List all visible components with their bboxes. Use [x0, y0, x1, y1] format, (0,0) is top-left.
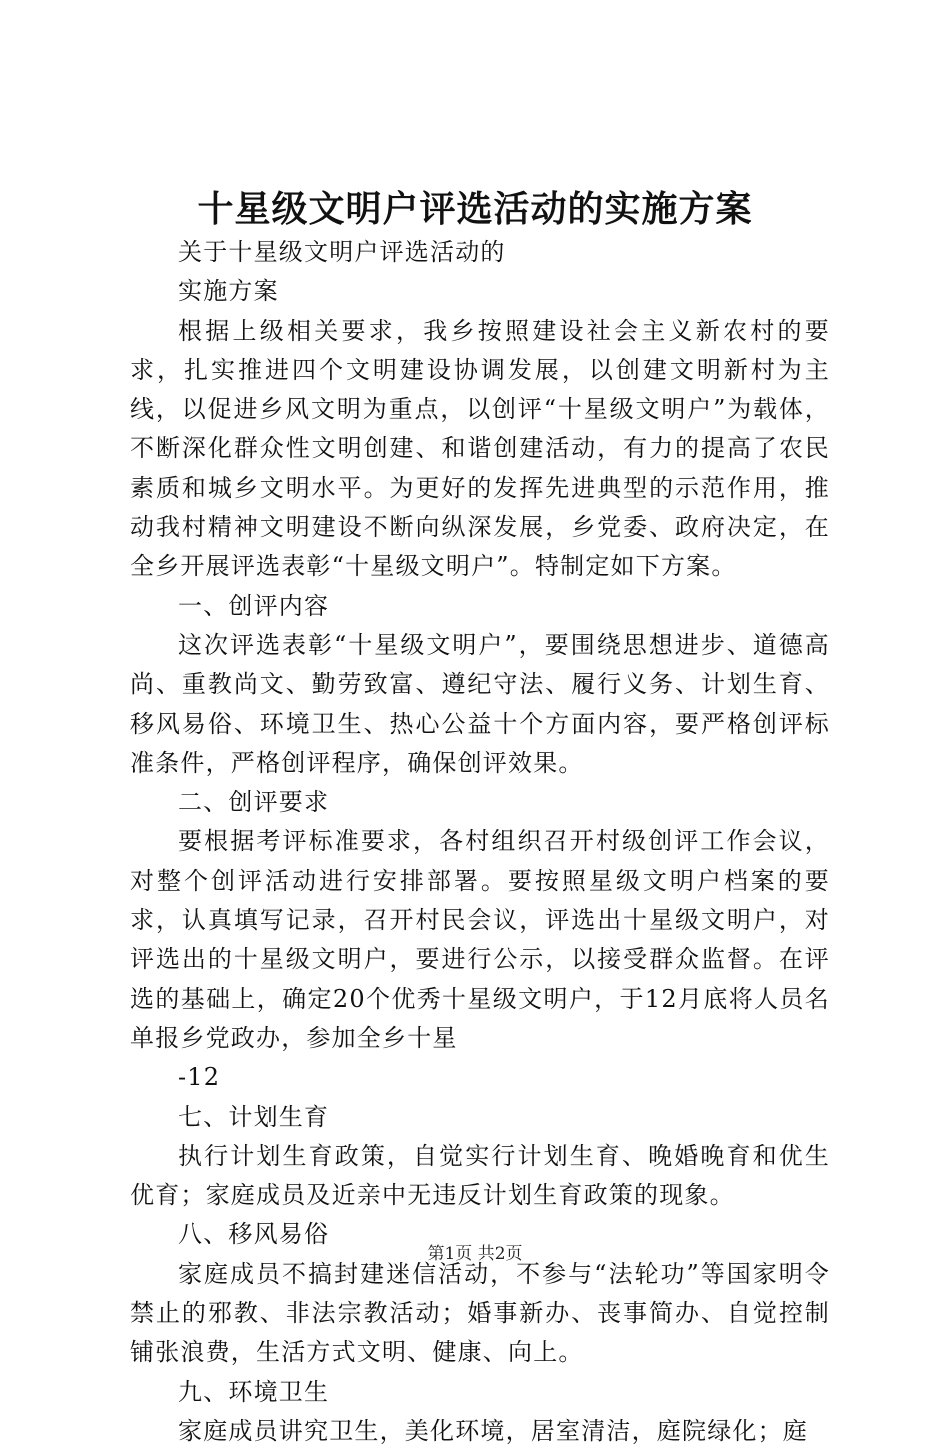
paragraph: 要根据考评标准要求，各村组织召开村级创评工作会议，对整个创评活动进行安排部署。要按照星级文明户档案的要求，认真填写记录，召开村民会议，评选出十星级文明户，对评选出的十星级文明户，要进行公示，以接受群众监督。在评选的基础上，确定20个优秀十星级文明户，于12月底将人员名单报乡党政办，参加全乡十星: [130, 827, 830, 1052]
paragraph: 执行计划生育政策，自觉实行计划生育、晚婚晚育和优生优育；家庭成员及近亲中无违反计划生育政策的现象。: [130, 1141, 830, 1210]
paragraph: 这次评选表彰“十星级文明户”，要围绕思想进步、道德高尚、重教尚文、勤劳致富、遵纪守法、履行义务、计划生育、移风易俗、环境卫生、热心公益十个方面内容，要严格创评标准条件，严格创评程序，确保创评效果。: [130, 630, 830, 777]
paragraph: 家庭成员讲究卫生，美化环境，居室清洁，庭院绿化；庭: [178, 1416, 808, 1445]
document-title: 十星级文明户评选活动的实施方案: [197, 188, 753, 230]
section-heading: 九、环境卫生: [178, 1377, 330, 1406]
section-heading: 八、移风易俗: [178, 1220, 330, 1249]
page-footer: 第1页 共2页: [427, 1244, 523, 1264]
paragraph: 根据上级相关要求，我乡按照建设社会主义新农村的要求，扎实推进四个文明建设协调发展，以创建文明新村为主线，以促进乡风文明为重点，以创评“十星级文明户”为载体，不断深化群众性文明创建、和谐创建活动，有力的提高了农民素质和城乡文明水平。为更好的发挥先进典型的示范作用，推动我村精神文明建设不断向纵深发展，乡党委、政府决定，在全乡开展评选表彰“十星级文明户”。特制定如下方案。: [130, 316, 830, 581]
document-body: [130, 233, 830, 1451]
section-heading: 七、计划生育: [178, 1102, 330, 1131]
paragraph: 实施方案: [178, 277, 279, 306]
section-heading: 二、创评要求: [178, 788, 330, 817]
section-heading: 一、创评内容: [178, 591, 330, 620]
page-break-marker: -12: [178, 1063, 221, 1092]
paragraph: 家庭成员不搞封建迷信活动，不参与“法轮功”等国家明令禁止的邪教、非法宗教活动；婚事新办、丧事简办、自觉控制铺张浪费，生活方式文明、健康、向上。: [130, 1259, 830, 1367]
paragraph: 关于十星级文明户评选活动的: [178, 238, 506, 266]
